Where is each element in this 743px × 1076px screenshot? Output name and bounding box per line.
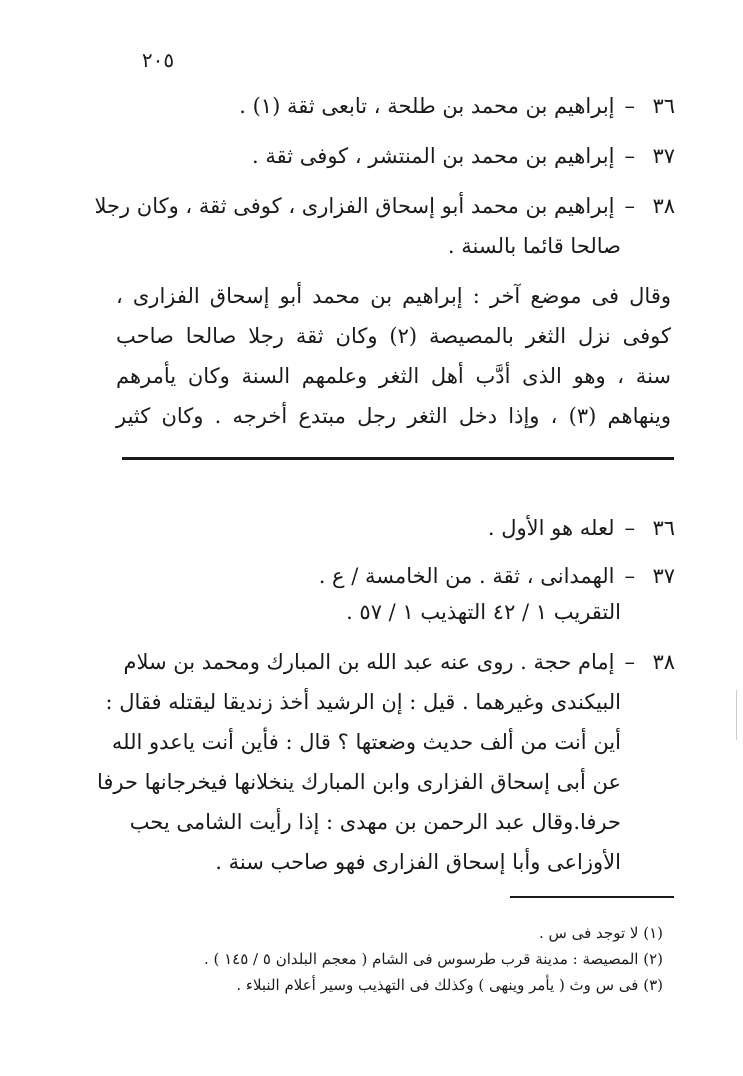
note-dash: – bbox=[624, 650, 635, 674]
paragraph-line: سنة ، وهو الذى أدَّب أهل الثغر وعلمهم السنة وكان يأمرهم bbox=[116, 364, 671, 388]
note-number: ٣٦ bbox=[652, 516, 675, 540]
entry-37 bbox=[252, 136, 675, 176]
entry-dash: – bbox=[624, 94, 635, 118]
scan-margin-mark bbox=[736, 690, 737, 740]
paragraph-line: وينهاهم (٣) ، وإذا دخل الثغر رجل مبتدع أخرجه . وكان كثير bbox=[116, 404, 671, 428]
note-37-continuation: التقريب ١ / ٤٢ التهذيب ١ / ٥٧ . bbox=[346, 600, 621, 624]
main-separator bbox=[122, 457, 674, 460]
footnote-separator bbox=[510, 896, 674, 898]
note-36 bbox=[488, 508, 675, 548]
page-number: ٢٠٥ bbox=[141, 48, 175, 72]
paragraph-line: وقال فى موضع آخر : إبراهيم بن محمد أبو إسحاق الفزارى ، bbox=[116, 284, 671, 308]
note-38 bbox=[123, 642, 675, 682]
note-text: إمام حجة . روى عنه عبد الله بن المبارك ومحمد بن سلام bbox=[123, 650, 615, 674]
footnote-3: (٣) فى س وث ( يأمر وينهى ) وكذلك فى التهذيب وسير أعلام النبلاء . bbox=[236, 976, 663, 994]
note-37 bbox=[319, 556, 675, 596]
entry-number: ٣٨ bbox=[652, 194, 675, 218]
note-number: ٣٧ bbox=[652, 564, 675, 588]
entry-text: إبراهيم بن محمد أبو إسحاق الفزارى ، كوفى ثقة ، وكان رجلا bbox=[94, 194, 615, 218]
entry-38 bbox=[94, 186, 675, 226]
note-text: لعله هو الأول . bbox=[487, 516, 615, 540]
note-dash: – bbox=[624, 516, 635, 540]
note-number: ٣٨ bbox=[652, 650, 675, 674]
note-38-line: حرفا.وقال عبد الرحمن بن مهدى : إذا رأيت الشامى يحب bbox=[129, 810, 621, 834]
footnote-1: (١) لا توجد فى س . bbox=[539, 924, 663, 942]
entry-number: ٣٦ bbox=[652, 94, 675, 118]
entry-number: ٣٧ bbox=[652, 144, 675, 168]
entry-38-continuation: صالحا قائما بالسنة . bbox=[447, 234, 621, 258]
note-38-line: البيكندى وغيرهما . قيل : إن الرشيد أخذ زنديقا ليقتله فقال : bbox=[105, 690, 621, 714]
entry-dash: – bbox=[624, 194, 635, 218]
entry-dash: – bbox=[624, 144, 635, 168]
note-38-line: الأوزاعى وأبا إسحاق الفزارى فهو صاحب سنة . bbox=[215, 850, 621, 874]
note-38-line: عن أبى إسحاق الفزارى وابن المبارك ينخلانها فيخرجانها حرفا bbox=[96, 770, 621, 794]
entry-36 bbox=[239, 86, 675, 126]
note-38-line: أين أنت من ألف حديث وضعتها ؟ قال : فأين أنت ياعدو الله bbox=[111, 730, 621, 754]
note-text: الهمدانى ، ثقة . من الخامسة / ع . bbox=[318, 564, 615, 588]
footnote-2: (٢) المصيصة : مدينة قرب طرسوس فى الشام ( معجم البلدان ٥ / ١٤٥ ) . bbox=[203, 950, 663, 968]
paragraph-line: كوفى نزل الثغر بالمصيصة (٢) وكان ثقة رجلا صالحا صاحب bbox=[116, 324, 671, 348]
entry-text: إبراهيم بن محمد بن طلحة ، تابعى ثقة (١) . bbox=[239, 94, 615, 118]
note-dash: – bbox=[624, 564, 635, 588]
entry-text: إبراهيم بن محمد بن المنتشر ، كوفى ثقة . bbox=[252, 144, 615, 168]
